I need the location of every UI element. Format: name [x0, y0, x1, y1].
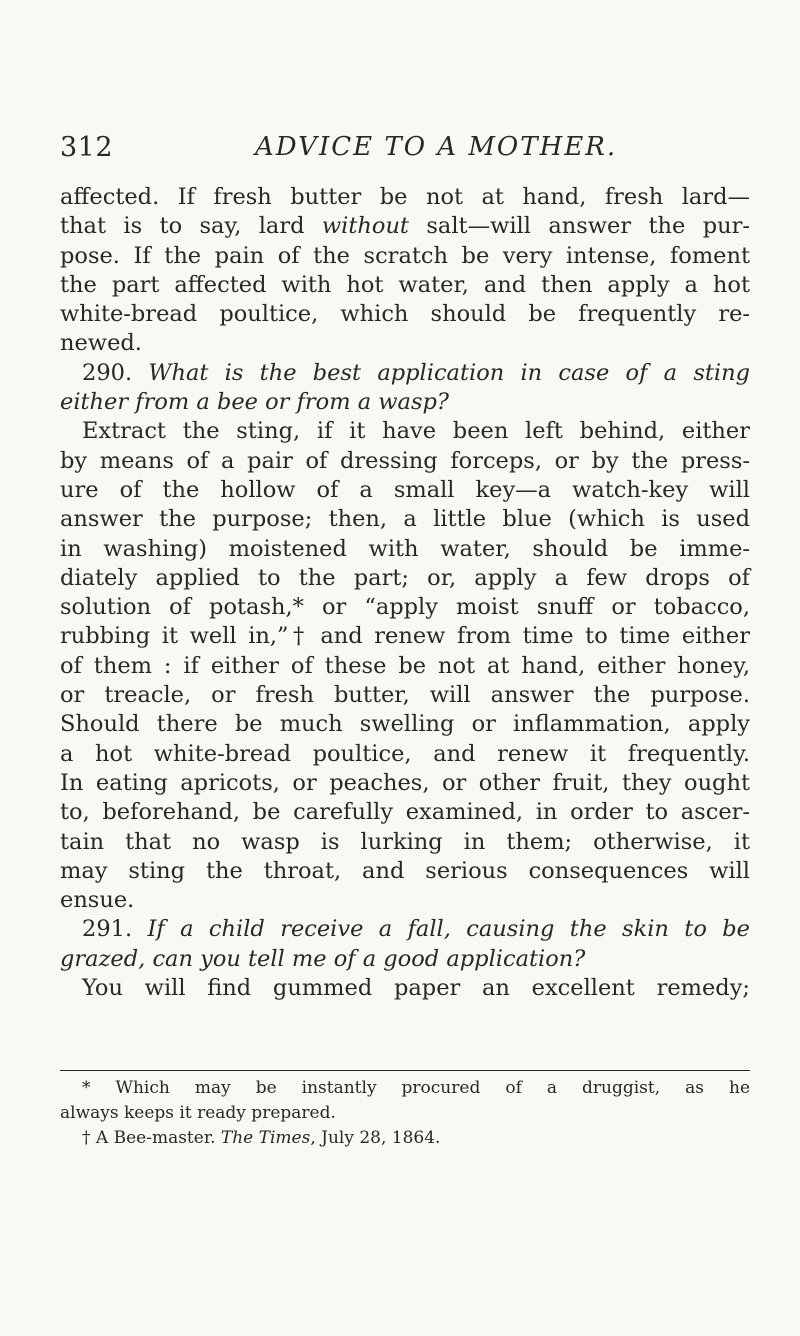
page-header — [60, 132, 620, 166]
question-text: If a child receive a fall, causing the skin to be — [147, 916, 751, 943]
question-number: 291. — [82, 916, 148, 943]
text-line: a hot white-bread poultice, and renew it frequently. — [60, 740, 750, 767]
text-line: in washing) moistened with water, should be imme- — [60, 535, 750, 562]
text-line: white-bread poultice, which should be frequently re- — [60, 301, 750, 328]
question-text: What is the best application in case of a sting — [148, 359, 751, 386]
footnote-divider — [60, 1070, 750, 1071]
text-line: You will find gummed paper an excellent remedy; — [82, 975, 750, 1002]
page-number: 312 — [60, 132, 114, 163]
question-text: grazed, can you tell me of a good application? — [60, 945, 586, 972]
text-line: ure of the hollow of a small key—a watch-key will — [60, 476, 750, 503]
text-line: of them : if either of these be not at hand, either honey, — [60, 652, 750, 679]
text-line: that is to say, lard without salt—will answer the pur- — [60, 213, 750, 240]
footnote-line: † A Bee-master. The Times, July 28, 1864. — [82, 1128, 441, 1148]
running-title: ADVICE TO A MOTHER. — [255, 132, 618, 162]
text-line: by means of a pair of dressing forceps, or by the press- — [60, 447, 750, 474]
question-290-line — [60, 359, 750, 388]
text-line: In eating apricots, or peaches, or other fruit, they ought — [60, 769, 750, 796]
text-line: or treacle, or fresh butter, will answer the purpose. — [60, 682, 750, 709]
question-290-line — [60, 388, 750, 417]
footnotes — [60, 1076, 750, 1151]
text-line: rubbing it well in,”† and renew from time to time either — [60, 623, 750, 650]
footnote-source: The Times — [220, 1128, 311, 1148]
question-291-line — [60, 945, 750, 974]
emphasis: without — [321, 213, 409, 240]
text-line: the part affected with hot water, and then apply a hot — [60, 271, 750, 298]
question-291-line — [60, 915, 750, 944]
text-line: affected. If fresh butter be not at hand, fresh lard— — [60, 184, 750, 210]
question-text: either from a bee or from a wasp? — [60, 389, 449, 416]
footnote-line: always keeps it ready prepared. — [60, 1103, 336, 1123]
text-line: tain that no wasp is lurking in them; otherwise, it — [60, 828, 750, 855]
text-line: Extract the sting, if it have been left behind, either — [82, 418, 750, 445]
text-line: ensue. — [60, 887, 135, 914]
text-line: diately applied to the part; or, apply a few drops of — [60, 564, 750, 591]
text-line: Should there be much swelling or inflammation, apply — [60, 711, 750, 738]
text-line: solution of potash,* or “apply moist snuff or tobacco, — [60, 594, 750, 621]
body-text — [60, 183, 750, 1003]
text-line: newed. — [60, 330, 142, 357]
footnote-line: * Which may be instantly procured of a druggist, as he — [82, 1078, 750, 1098]
text-line: to, beforehand, be carefully examined, in order to ascer- — [60, 799, 750, 826]
text-line: answer the purpose; then, a little blue (which is used — [60, 506, 750, 533]
text-line: pose. If the pain of the scratch be very intense, foment — [60, 242, 750, 269]
text-line: may sting the throat, and serious consequences will — [60, 857, 750, 884]
question-number: 290. — [82, 359, 149, 386]
